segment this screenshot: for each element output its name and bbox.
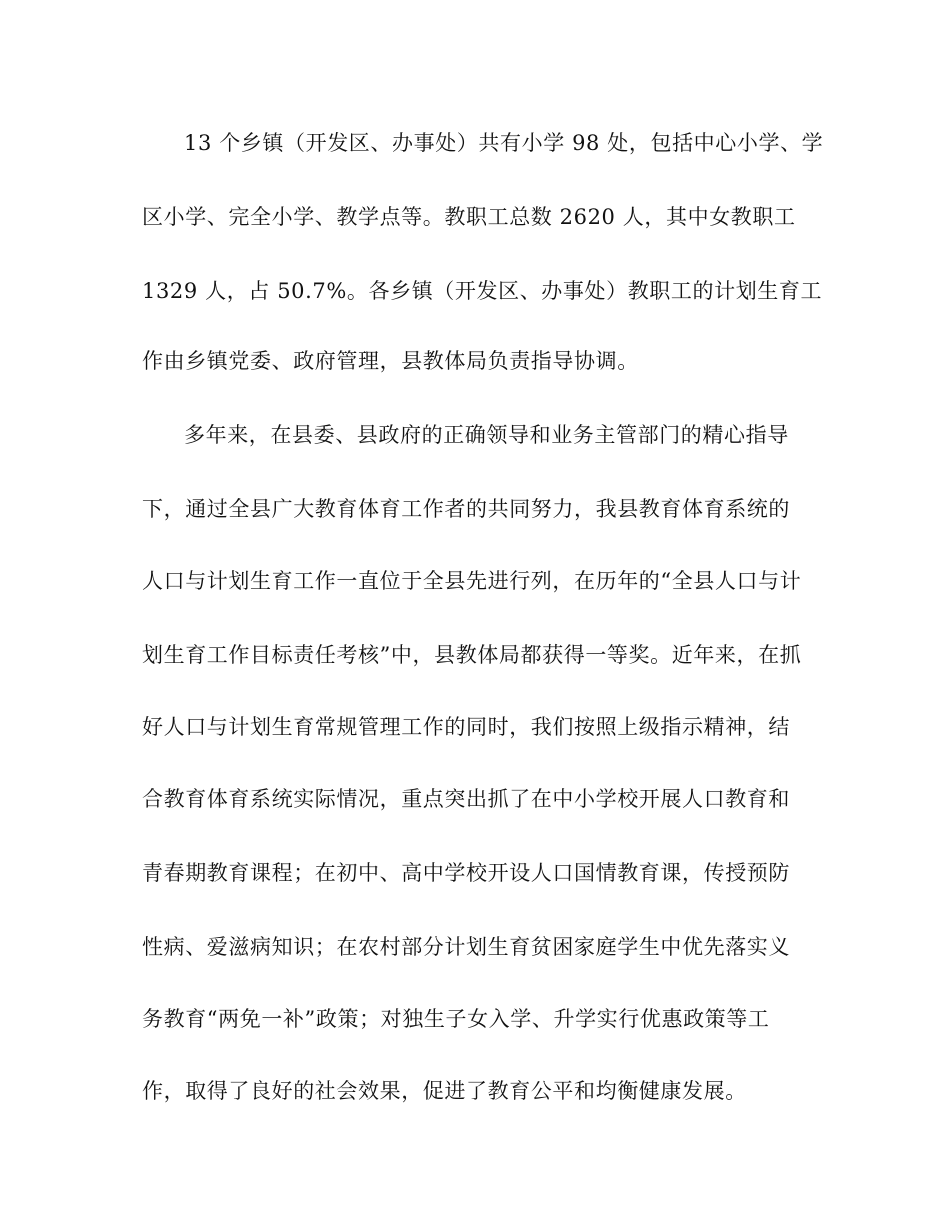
paragraph-2-line-10: 作，取得了良好的社会效果，促进了教育公平和均衡健康发展。 — [142, 1079, 747, 1103]
paragraph-2-line-6: 合教育体育系统实际情况，重点突出抓了在中小学校开展人口教育和 — [142, 787, 790, 811]
paragraph-2-line-1: 多年来，在县委、县政府的正确领导和业务主管部门的精心指导 — [184, 423, 789, 447]
paragraph-2-line-8: 性病、爱滋病知识；在农村部分计划生育贫困家庭学生中优先落实义 — [142, 935, 790, 959]
paragraph-1-line-1: 13 个乡镇（开发区、办事处）共有小学 98 处，包括中心小学、学 — [184, 131, 824, 155]
paragraph-2-line-2: 下，通过全县广大教育体育工作者的共同努力，我县教育体育系统的 — [142, 497, 790, 521]
paragraph-1-line-2: 区小学、完全小学、教学点等。教职工总数 2620 人，其中女教职工 — [142, 205, 796, 229]
paragraph-1-line-4: 作由乡镇党委、政府管理，县教体局负责指导协调。 — [142, 349, 639, 373]
paragraph-2-line-5: 好人口与计划生育常规管理工作的同时，我们按照上级指示精神，结 — [142, 715, 790, 739]
paragraph-2-line-4: 划生育工作目标责任考核”中，县教体局都获得一等奖。近年来，在抓 — [142, 643, 802, 667]
paragraph-2-line-7: 青春期教育课程；在初中、高中学校开设人口国情教育课，传授预防 — [142, 861, 790, 885]
paragraph-2-line-3: 人口与计划生育工作一直位于全县先进行列，在历年的“全县人口与计 — [142, 569, 802, 593]
paragraph-2-line-9: 务教育“两免一补”政策；对独生子女入学、升学实行优惠政策等工 — [142, 1007, 770, 1031]
paragraph-1-line-3: 1329 人，占 50.7%。各乡镇（开发区、办事处）教职工的计划生育工 — [142, 279, 823, 303]
